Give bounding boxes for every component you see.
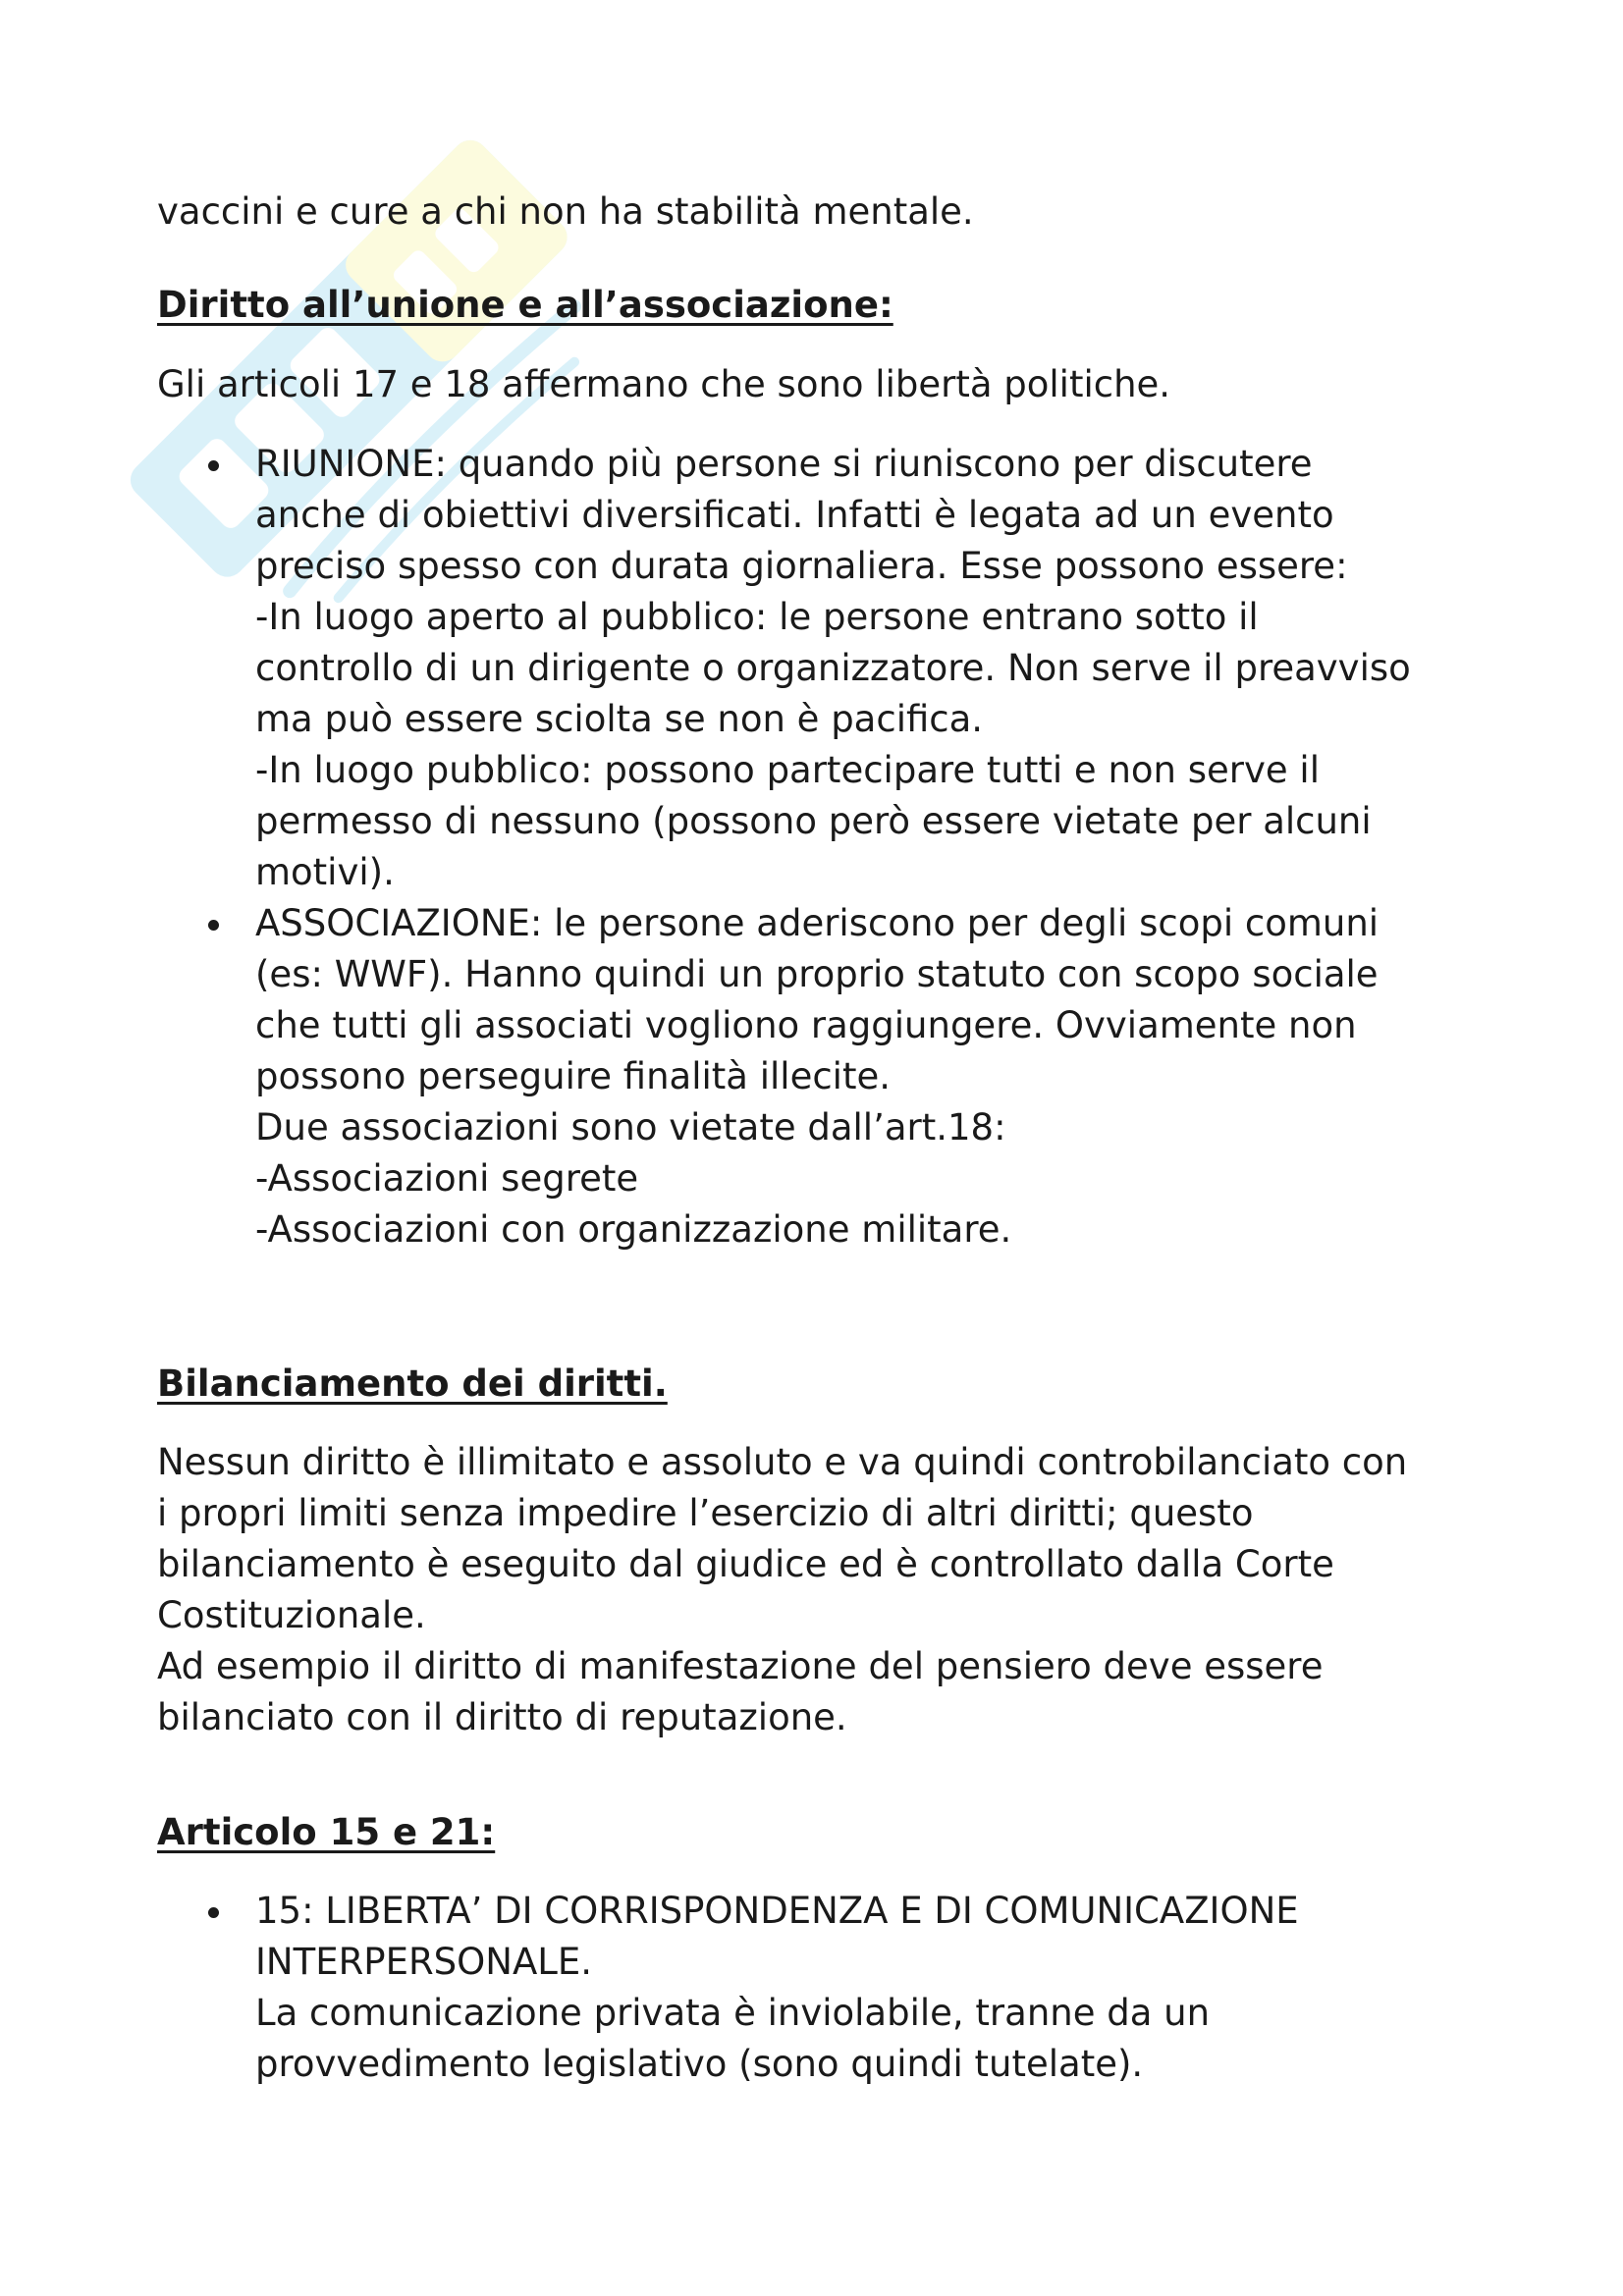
- bullet-line: anche di obiettivi diversificati. Infatti è legata ad un evento: [255, 494, 1334, 536]
- bullet-line: Due associazioni sono vietate dall’art.18:: [255, 1106, 1006, 1148]
- bullet-line: INTERPERSONALE.: [255, 1941, 593, 1983]
- bullet-line: permesso di nessuno (possono però essere vietate per alcuni: [255, 800, 1372, 842]
- bullet-line: -Associazioni con organizzazione militare.: [255, 1208, 1012, 1251]
- bullet-line: controllo di un dirigente o organizzatore. Non serve il preavviso: [255, 647, 1411, 689]
- bullet-item-associazione: [157, 898, 1492, 1255]
- paragraph-line: Nessun diritto è illimitato e assoluto e va quindi controbilanciato con: [157, 1441, 1408, 1483]
- intro-line: vaccini e cure a chi non ha stabilità mentale.: [157, 190, 974, 233]
- bullet-line: possono perseguire finalità illecite.: [255, 1055, 891, 1097]
- bullet-line: che tutti gli associati vogliono raggiungere. Ovviamente non: [255, 1004, 1357, 1046]
- bullet-line: ASSOCIAZIONE: le persone aderiscono per degli scopi comuni: [255, 902, 1380, 944]
- paragraph-line: Costituzionale.: [157, 1594, 426, 1636]
- section-heading-unione: Diritto all’unione e all’associazione:: [157, 284, 893, 326]
- bullet-item-riunione: [157, 439, 1492, 898]
- bullet-line: 15: LIBERTA’ DI CORRISPONDENZA E DI COMUNICAZIONE: [255, 1890, 1299, 1932]
- section-heading-bilanciamento: Bilanciamento dei diritti.: [157, 1362, 668, 1405]
- bullet-line: -Associazioni segrete: [255, 1157, 639, 1200]
- section-paragraph-articoli: Gli articoli 17 e 18 affermano che sono libertà politiche.: [157, 363, 1171, 405]
- document-page: [157, 187, 1492, 2090]
- paragraph-line: i propri limiti senza impedire l’esercizio di altri diritti; questo: [157, 1492, 1254, 1534]
- bullet-line: RIUNIONE: quando più persone si riuniscono per discutere: [255, 443, 1313, 485]
- bullet-line: -In luogo aperto al pubblico: le persone entrano sotto il: [255, 596, 1259, 638]
- bullet-line: (es: WWF). Hanno quindi un proprio statuto con scopo sociale: [255, 953, 1379, 995]
- bullet-item-articolo-15: [157, 1886, 1492, 2090]
- paragraph-line: bilanciamento è eseguito dal giudice ed è controllato dalla Corte: [157, 1543, 1334, 1585]
- section-paragraph-bilanciamento: [157, 1437, 1492, 1743]
- bullet-line: ma può essere sciolta se non è pacifica.: [255, 698, 984, 740]
- bullet-list-articolo: [157, 1886, 1492, 2090]
- bullet-line: La comunicazione privata è inviolabile, tranne da un: [255, 1992, 1211, 2034]
- paragraph-line: bilanciato con il diritto di reputazione.: [157, 1696, 847, 1738]
- bullet-line: -In luogo pubblico: possono partecipare tutti e non serve il: [255, 749, 1320, 791]
- bullet-line: provvedimento legislativo (sono quindi tutelate).: [255, 2043, 1144, 2085]
- bullet-line: preciso spesso con durata giornaliera. Esse possono essere:: [255, 545, 1348, 587]
- bullet-list-unione: [157, 439, 1492, 1255]
- bullet-line: motivi).: [255, 851, 395, 893]
- paragraph-line: Ad esempio il diritto di manifestazione del pensiero deve essere: [157, 1645, 1324, 1687]
- section-heading-articolo: Articolo 15 e 21:: [157, 1811, 496, 1853]
